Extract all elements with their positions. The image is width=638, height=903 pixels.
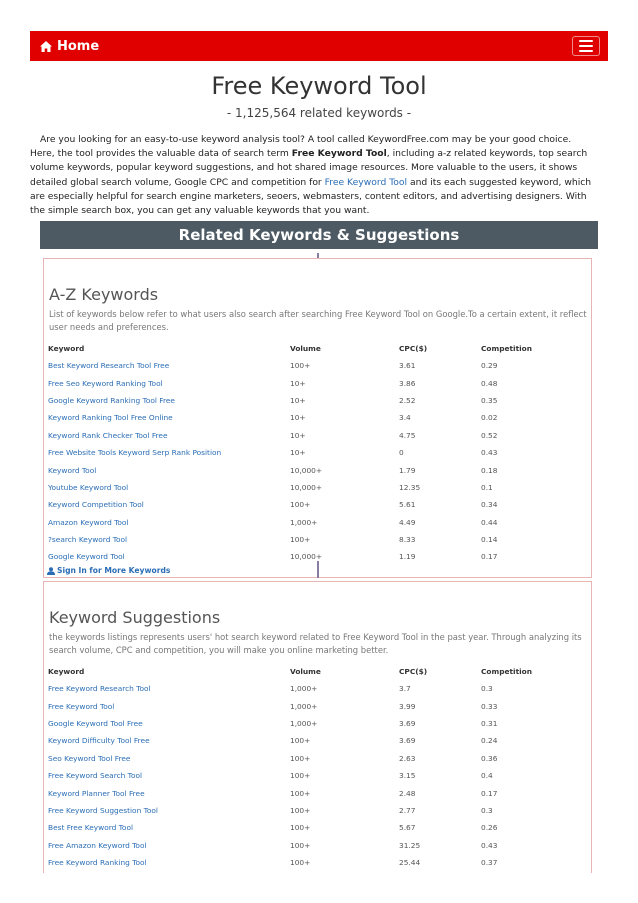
- keyword-link[interactable]: Seo Keyword Tool Free: [48, 753, 131, 763]
- competition-cell: 0.17: [481, 788, 498, 798]
- cpc-cell: 1.19: [399, 552, 416, 562]
- keyword-link[interactable]: Google Keyword Tool Free: [48, 718, 143, 728]
- keyword-link[interactable]: Keyword Rank Checker Tool Free: [48, 430, 168, 440]
- page-subtitle: - 1,125,564 related keywords -: [226, 106, 412, 120]
- volume-cell: 100+: [290, 858, 311, 868]
- cpc-cell: 1.79: [399, 465, 416, 475]
- volume-cell: 100+: [290, 753, 311, 763]
- cpc-cell: 3.15: [399, 771, 416, 781]
- volume-cell: 100+: [290, 805, 311, 815]
- table-row: [48, 680, 586, 697]
- keyword-link[interactable]: Free Keyword Research Tool: [48, 684, 151, 694]
- competition-cell: 0.24: [481, 736, 498, 746]
- table-row: [48, 444, 586, 461]
- table-row: [48, 514, 586, 531]
- cpc-cell: 2.77: [399, 805, 416, 815]
- volume-cell: 100+: [290, 840, 311, 850]
- volume-cell: 100+: [290, 788, 311, 798]
- top-navbar: [30, 31, 608, 61]
- competition-cell: 0.33: [481, 701, 498, 711]
- user-icon: [47, 567, 55, 575]
- competition-cell: 0.31: [481, 718, 498, 728]
- competition-cell: 0.35: [481, 395, 498, 405]
- cpc-cell: 3.4: [399, 413, 411, 423]
- table-header-row: [48, 663, 586, 680]
- column-header-volume: Volume: [290, 667, 321, 676]
- keyword-link[interactable]: Google Keyword Ranking Tool Free: [48, 395, 175, 405]
- keyword-link[interactable]: Keyword Planner Tool Free: [48, 788, 145, 798]
- competition-cell: 0.36: [481, 753, 498, 763]
- keyword-link[interactable]: Keyword Difficulty Tool Free: [48, 736, 150, 746]
- connector-line: [317, 561, 319, 578]
- keyword-suggestions-title: Keyword Suggestions: [49, 608, 221, 627]
- keyword-link[interactable]: Free Keyword Suggestion Tool: [48, 805, 158, 815]
- keyword-link[interactable]: Keyword Tool: [48, 465, 97, 475]
- volume-cell: 10,000+: [290, 465, 323, 475]
- keyword-link[interactable]: Keyword Ranking Tool Free Online: [48, 413, 173, 423]
- az-keywords-table: [48, 340, 586, 566]
- keyword-link[interactable]: Keyword Competition Tool: [48, 500, 144, 510]
- competition-cell: 0.26: [481, 823, 498, 833]
- cpc-cell: 3.61: [399, 361, 416, 371]
- competition-cell: 0.34: [481, 500, 498, 510]
- competition-cell: 0.14: [481, 535, 498, 545]
- keyword-link[interactable]: Best Free Keyword Tool: [48, 823, 134, 833]
- competition-cell: 0.52: [481, 430, 498, 440]
- cpc-cell: 2.63: [399, 753, 416, 763]
- cpc-cell: 4.75: [399, 430, 416, 440]
- column-header-keyword: Keyword: [48, 667, 85, 676]
- column-header-cpc: CPC($): [399, 344, 428, 353]
- volume-cell: 100+: [290, 361, 311, 371]
- table-row: [48, 837, 586, 854]
- competition-cell: 0.17: [481, 552, 498, 562]
- table-row: [48, 409, 586, 426]
- keyword-link[interactable]: Free Keyword Ranking Tool: [48, 858, 147, 868]
- az-keywords-title: A-Z Keywords: [49, 285, 159, 304]
- cpc-cell: 8.33: [399, 535, 416, 545]
- keyword-link[interactable]: ?search Keyword Tool: [48, 535, 128, 545]
- table-row: [48, 697, 586, 714]
- competition-cell: 0.02: [481, 413, 498, 423]
- cpc-cell: 4.49: [399, 517, 416, 527]
- page-title: Free Keyword Tool: [211, 72, 427, 100]
- keyword-link[interactable]: Free Seo Keyword Ranking Tool: [48, 378, 163, 388]
- keyword-suggestions-panel: [43, 581, 592, 873]
- competition-cell: 0.29: [481, 361, 498, 371]
- volume-cell: 10,000+: [290, 482, 323, 492]
- volume-cell: 10,000+: [290, 552, 323, 562]
- volume-cell: 10+: [290, 395, 306, 405]
- keyword-link[interactable]: Youtube Keyword Tool: [48, 482, 129, 492]
- keyword-suggestions-table: [48, 663, 586, 871]
- keyword-link[interactable]: Free Website Tools Keyword Serp Rank Position: [48, 448, 222, 458]
- keyword-link[interactable]: Google Keyword Tool: [48, 552, 125, 562]
- cpc-cell: 3.7: [399, 684, 411, 694]
- cpc-cell: 3.86: [399, 378, 416, 388]
- volume-cell: 100+: [290, 823, 311, 833]
- volume-cell: 100+: [290, 736, 311, 746]
- related-keywords-banner: Related Keywords & Suggestions: [40, 221, 598, 249]
- column-header-cpc: CPC($): [399, 667, 428, 676]
- table-row: [48, 531, 586, 548]
- volume-cell: 100+: [290, 535, 311, 545]
- cpc-cell: 0: [399, 448, 404, 458]
- column-header-competition: Competition: [481, 667, 532, 676]
- competition-cell: 0.44: [481, 517, 498, 527]
- sign-in-label: Sign In for More Keywords: [57, 566, 171, 575]
- cpc-cell: 5.67: [399, 823, 416, 833]
- volume-cell: 10+: [290, 413, 306, 423]
- intro-bold-term: Free Keyword Tool: [291, 148, 387, 160]
- home-icon: [40, 41, 52, 52]
- table-row: [48, 357, 586, 374]
- competition-cell: 0.43: [481, 448, 498, 458]
- table-row: [48, 461, 586, 478]
- table-row: [48, 479, 586, 496]
- volume-cell: 10+: [290, 378, 306, 388]
- hamburger-menu-icon: [579, 40, 593, 42]
- table-row: [48, 767, 586, 784]
- competition-cell: 0.4: [481, 771, 493, 781]
- sign-in-more-keywords-link[interactable]: [47, 566, 170, 575]
- volume-cell: 100+: [290, 500, 311, 510]
- volume-cell: 1,000+: [290, 517, 318, 527]
- table-row: [48, 392, 586, 409]
- intro-paragraph: Are you looking for an easy-to-use keyword analysis tool? A tool called KeywordFree.com may be your good choice. Here, the tool provides the valuable data of search term Free Keyword Tool, including a-z related keywords, top search volume keywords, popular keyword suggestions, and hot shared image resources. More valuable to the users, it shows detailed global search volume, Google CPC and competition for Free Keyword Tool and its each suggested keyword, which are especially helpful for search engine marketers, seoers, webmasters, content editors, and advertising designers. With the simple search box, you can get any valuable keywords that you want.: [30, 134, 592, 217]
- keyword-link[interactable]: Free Keyword Search Tool: [48, 771, 143, 781]
- home-link[interactable]: [40, 39, 99, 54]
- volume-cell: 1,000+: [290, 701, 318, 711]
- competition-cell: 0.3: [481, 684, 493, 694]
- title-block: [30, 66, 608, 120]
- competition-cell: 0.48: [481, 378, 498, 388]
- intro-keyword-link[interactable]: Free Keyword Tool: [324, 176, 408, 188]
- az-keywords-panel: [43, 258, 592, 578]
- keyword-suggestions-description: the keywords listings represents users' hot search keyword related to Free Keyword Tool in the past year. Through analyzing its search volume, CPC and competition, you will make you online marketing better.: [49, 632, 582, 655]
- keyword-link[interactable]: Free Keyword Tool: [48, 701, 115, 711]
- volume-cell: 10+: [290, 430, 306, 440]
- competition-cell: 0.3: [481, 805, 493, 815]
- competition-cell: 0.18: [481, 465, 498, 475]
- cpc-cell: 12.35: [399, 482, 421, 492]
- column-header-volume: Volume: [290, 344, 321, 353]
- competition-cell: 0.37: [481, 858, 498, 868]
- table-row: [48, 732, 586, 749]
- column-header-keyword: Keyword: [48, 344, 85, 353]
- table-row: [48, 715, 586, 732]
- table-row: [48, 819, 586, 836]
- cpc-cell: 25.44: [399, 858, 421, 868]
- table-header-row: [48, 340, 586, 357]
- volume-cell: 1,000+: [290, 718, 318, 728]
- az-keywords-description: List of keywords below refer to what users also search after searching Free Keyword Tool on Google.To a certain extent, it reflect user needs and preferences.: [49, 309, 587, 332]
- competition-cell: 0.1: [481, 482, 493, 492]
- table-row: [48, 496, 586, 513]
- cpc-cell: 3.69: [399, 718, 416, 728]
- table-row: [48, 854, 586, 871]
- home-label: Home: [57, 38, 100, 54]
- cpc-cell: 31.25: [399, 840, 421, 850]
- table-row: [48, 427, 586, 444]
- keyword-link[interactable]: Amazon Keyword Tool: [48, 517, 129, 527]
- cpc-cell: 2.52: [399, 395, 416, 405]
- keyword-link[interactable]: Best Keyword Research Tool Free: [48, 361, 170, 371]
- hamburger-menu-button[interactable]: [572, 36, 600, 56]
- table-row: [48, 784, 586, 801]
- cpc-cell: 5.61: [399, 500, 416, 510]
- volume-cell: 10+: [290, 448, 306, 458]
- column-header-competition: Competition: [481, 344, 532, 353]
- keyword-link[interactable]: Free Amazon Keyword Tool: [48, 840, 147, 850]
- table-row: [48, 374, 586, 391]
- table-row: [48, 750, 586, 767]
- cpc-cell: 3.69: [399, 736, 416, 746]
- cpc-cell: 3.99: [399, 701, 416, 711]
- competition-cell: 0.43: [481, 840, 498, 850]
- volume-cell: 100+: [290, 771, 311, 781]
- volume-cell: 1,000+: [290, 684, 318, 694]
- table-row: [48, 802, 586, 819]
- cpc-cell: 2.48: [399, 788, 416, 798]
